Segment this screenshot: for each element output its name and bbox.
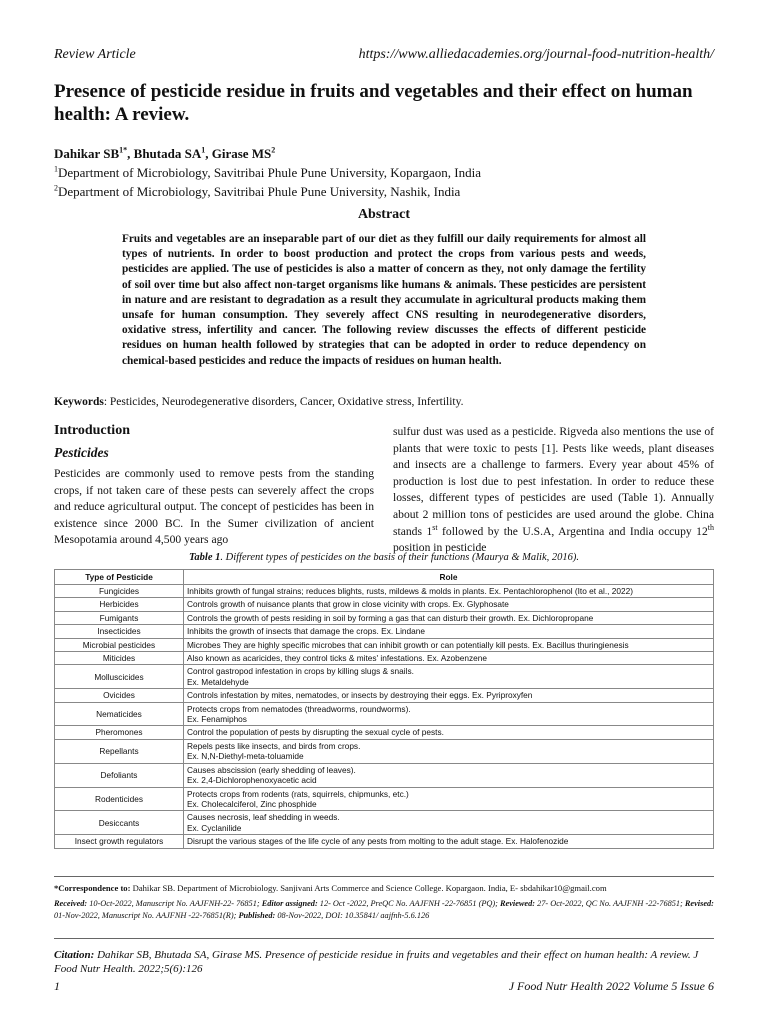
pesticide-role-cell <box>184 739 714 763</box>
pesticide-type-cell: Miticides <box>55 652 184 665</box>
role-line: Protects crops from nematodes (threadworms, roundworms). <box>187 703 411 714</box>
table-caption-text: . Different types of pesticides on the basis of their functions (Maurya & Malik, 2016). <box>220 552 579 563</box>
body-text-left: Pesticides are commonly used to remove pests from the standing crops, if not taken care of these pests can severely affect the crops and reduce agricultural output. The concept of pesticides has been in existence since 2000 BC. In the Sumer civilization of ancient Mesopotamia around 4,500 years ago <box>54 467 374 547</box>
role-line: Controls the growth of pests residing in soil by forming a gas that can disturb their growth. Ex. Dichloropropane <box>187 612 594 623</box>
date-value: 01-Nov-2022, Manuscript No. AAJFNH -22-76851(R); <box>54 911 239 920</box>
citation-text: Dahikar SB, Bhutada SA, Girase MS. Presence of pesticide residue in fruits and vegetables and their effect on human health: A review. J Food Nutr Health. 2022;5(6):126 <box>54 949 699 975</box>
table-row <box>55 702 714 726</box>
role-line: Repels pests like insects, and birds from crops. <box>187 740 361 751</box>
pesticide-type-cell: Fungicides <box>55 585 184 598</box>
table-row <box>55 835 714 848</box>
pesticide-type-cell: Nematicides <box>55 702 184 726</box>
table-row <box>55 585 714 598</box>
author-list: Dahikar $SB^{1*}$, Bhutada $SA^1$, Girase $MS^2$ <box>54 145 276 161</box>
pesticide-type-cell: Insect growth regulators <box>55 835 184 848</box>
author-name: Girase MS <box>211 146 272 161</box>
date-value: 27- Oct-2022, QC No. AAJFNH -22-76851; <box>535 899 685 908</box>
role-line: Control gastropod infestation in crops by killing slugs & snails. <box>187 666 414 677</box>
abstract-heading: Abstract <box>357 207 411 222</box>
table-row <box>55 665 714 689</box>
publication-dates <box>54 898 714 922</box>
pesticide-role-cell <box>184 787 714 811</box>
ordinal-suffix: th <box>707 522 714 532</box>
table-body <box>55 585 714 849</box>
affiliation-mark: 2 <box>54 183 58 193</box>
pesticide-role-cell <box>184 585 714 598</box>
author-affiliation-mark: 1 <box>201 145 206 155</box>
pesticide-type-cell: Defoliants <box>55 763 184 787</box>
journal-footer: J Food Nutr Health 2022 Volume 5 Issue 6 <box>508 979 714 993</box>
pesticide-role-cell <box>184 763 714 787</box>
table-row <box>55 726 714 739</box>
role-line: Controls infestation by mites, nematodes, or insects by destroying their eggs. Ex. Pyriproxyfen <box>187 690 533 701</box>
role-example-line: Ex. N,N-Diethyl-meta-toluamide <box>187 751 304 762</box>
role-line: Control the population of pests by disrupting the sexual cycle of pests. <box>187 727 444 738</box>
pesticide-table <box>54 569 714 849</box>
correspondence-label: *Correspondence to: <box>54 883 131 893</box>
date-label: Reviewed: <box>500 899 536 908</box>
pesticide-role-cell <box>184 638 714 651</box>
role-line: Inhibits the growth of insects that damage the crops. Ex. Lindane <box>187 626 425 637</box>
citation-label: Citation: <box>54 949 95 961</box>
author-name: Bhutada SA <box>133 146 202 161</box>
date-label: Revised: <box>684 899 714 908</box>
divider <box>54 938 714 939</box>
column-header: Type of Pesticide <box>55 570 184 585</box>
section-heading: Introduction <box>54 423 130 438</box>
abstract-text: Fruits and vegetables are an inseparable part of our diet as they fulfill our daily requirements for almost all types of nutrients. In order to boost production and protect the crops from various pests and weeds, pesticides are applied. The use of pesticides is also a matter of concern as they, not only damage the fertility of soil over time but also affect non-target organisms like humans & animals. These pesticides are persistent in nature and are resistant to degradation as a result they accumulate in agricultural products making them unsafe for human consumption. They severely affect CNS resulting in neurodegenerative disorders, oxidative stress, infertility and cancer. The following review discusses the effects of different pesticide residues on human health followed by strategies that can be adopted in order to reduce dependency on chemical-based pesticides and reduce the impacts of residues on human health. <box>122 233 646 367</box>
role-line: Causes necrosis, leaf shedding in weeds. <box>187 812 340 823</box>
pesticide-type-cell: Ovicides <box>55 689 184 702</box>
role-example-line: Ex. Metaldehyde <box>187 676 249 687</box>
pesticide-type-cell: Molluscicides <box>55 665 184 689</box>
affiliation-mark: 1 <box>54 164 58 174</box>
pesticide-type-cell: Herbicides <box>55 598 184 611</box>
pesticide-type-cell: Desiccants <box>55 811 184 835</box>
table-caption-label: Table 1 <box>188 552 221 563</box>
affiliation-text: Department of Microbiology, Savitribai Phule Pune University, Nashik, India <box>58 184 461 199</box>
body-text-right <box>393 424 714 557</box>
body-text-part: position in pesticide <box>393 541 487 555</box>
pesticide-type-cell: Rodenticides <box>55 787 184 811</box>
date-label: Editor assigned: <box>261 899 318 908</box>
date-label: Received: <box>54 899 88 908</box>
date-label: Published: <box>238 911 276 920</box>
table-row <box>55 625 714 638</box>
correspondence-text: Dahikar SB. Department of Microbiology. Sanjivani Arts Commerce and Science College. Kopargaon. India, E- sbdahikar10@gmail.com <box>130 883 607 893</box>
pesticide-role-cell <box>184 598 714 611</box>
body-text-part: sulfur dust was used as a pesticide. Rigveda also mentions the use of plants that were toxic to pests [1]. Pests like weeds, plant diseases and insects are a challenge to farmers. Every year about 45% of production is lost due to pest infestation. In order to reduce these losses, different types of pesticides are used (Table 1). Annually about 2 million tons of pesticides are used around the globe. China stands 1 <box>393 425 714 538</box>
keywords <box>54 396 464 408</box>
page-number: 1 <box>54 979 60 993</box>
pesticide-role-cell <box>184 702 714 726</box>
keywords-text: : Pesticides, Neurodegenerative disorders, Cancer, Oxidative stress, Infertility. <box>103 396 464 408</box>
pesticide-role-cell <box>184 665 714 689</box>
column-header: Role <box>184 570 714 585</box>
pesticide-role-cell <box>184 611 714 624</box>
role-example-line: Ex. Fenamiphos <box>187 714 247 725</box>
role-example-line: Ex. 2,4-Dichlorophenoxyacetic acid <box>187 775 317 786</box>
role-line: Inhibits growth of fungal strains; reduces blights, rusts, mildews & molds in plants. Ex. Pentachlorophenol (Ito et al., 2022) <box>187 586 633 596</box>
body-text-part: followed by the U.S.A, Argentina and India occupy 12 <box>437 524 708 538</box>
citation <box>54 949 714 976</box>
correspondence <box>54 883 607 893</box>
affiliation-text: Department of Microbiology, Savitribai Phule Pune University, Kopargaon, India <box>58 165 482 180</box>
role-line: Disrupt the various stages of the life cycle of any pests from molting to the adult stage. Ex. Halofenozide <box>187 836 569 847</box>
role-line: Protects crops from rodents (rats, squirrels, chipmunks, etc.) <box>187 788 409 799</box>
role-line: Controls growth of nuisance plants that grow in close vicinity with crops. Ex. Glyphosate <box>187 599 509 610</box>
table-row <box>55 652 714 665</box>
date-value: 10-Oct-2022, Manuscript No. AAJFNH-22- 76851; <box>87 899 262 908</box>
date-value: 12- Oct -2022, PreQC No. AAJFNH -22-76851 (PQ); <box>317 899 500 908</box>
table-row <box>55 811 714 835</box>
pesticide-role-cell <box>184 689 714 702</box>
role-line: Also known as acaricides, they control ticks & mites' infestations. Ex. Azobenzene <box>187 653 487 664</box>
divider <box>54 876 714 877</box>
pesticide-role-cell <box>184 835 714 848</box>
table-row <box>55 689 714 702</box>
table-row <box>55 598 714 611</box>
table-row <box>55 611 714 624</box>
pesticide-role-cell <box>184 652 714 665</box>
author-affiliation-mark: 2 <box>271 145 276 155</box>
pesticide-type-cell: Microbial pesticides <box>55 638 184 651</box>
ordinal-suffix: st <box>432 522 438 532</box>
table-caption <box>0 552 768 563</box>
article-type: Review Article <box>54 47 136 62</box>
pesticide-type-cell: Pheromones <box>55 726 184 739</box>
role-line: Causes abscission (early shedding of leaves). <box>187 764 356 775</box>
journal-url[interactable]: https://www.alliedacademies.org/journal-food-nutrition-health/ <box>358 47 714 62</box>
table-row <box>55 638 714 651</box>
table-row <box>55 763 714 787</box>
pesticide-role-cell <box>184 811 714 835</box>
table-row <box>55 787 714 811</box>
pesticide-role-cell <box>184 625 714 638</box>
role-example-line: Ex. Cholecalciferol, Zinc phosphide <box>187 798 317 809</box>
affiliation <box>54 165 481 181</box>
role-example-line: Ex. Cyclanilide <box>187 822 242 833</box>
affiliation <box>54 184 460 200</box>
author-affiliation-mark: 1* <box>119 145 128 155</box>
paper-title: Presence of pesticide residue in fruits and vegetables and their effect on human health: A review. <box>54 81 693 125</box>
pesticide-type-cell: Fumigants <box>55 611 184 624</box>
keywords-label: Keywords <box>54 396 104 408</box>
table-header-row <box>55 570 714 585</box>
date-value: 08-Nov-2022, DOI: 10.35841/ aajfnh-5.6.126 <box>275 911 430 920</box>
pesticide-type-cell: Repellants <box>55 739 184 763</box>
author-name: Dahikar SB <box>54 146 120 161</box>
pesticide-type-cell: Insecticides <box>55 625 184 638</box>
subsection-heading: Pesticides <box>54 445 109 460</box>
role-line: Microbes They are highly specific microbes that can inhibit growth or can potentially kill pests. Ex. Bacillus thuringienesis <box>187 639 629 650</box>
pesticide-role-cell <box>184 726 714 739</box>
table-row <box>55 739 714 763</box>
